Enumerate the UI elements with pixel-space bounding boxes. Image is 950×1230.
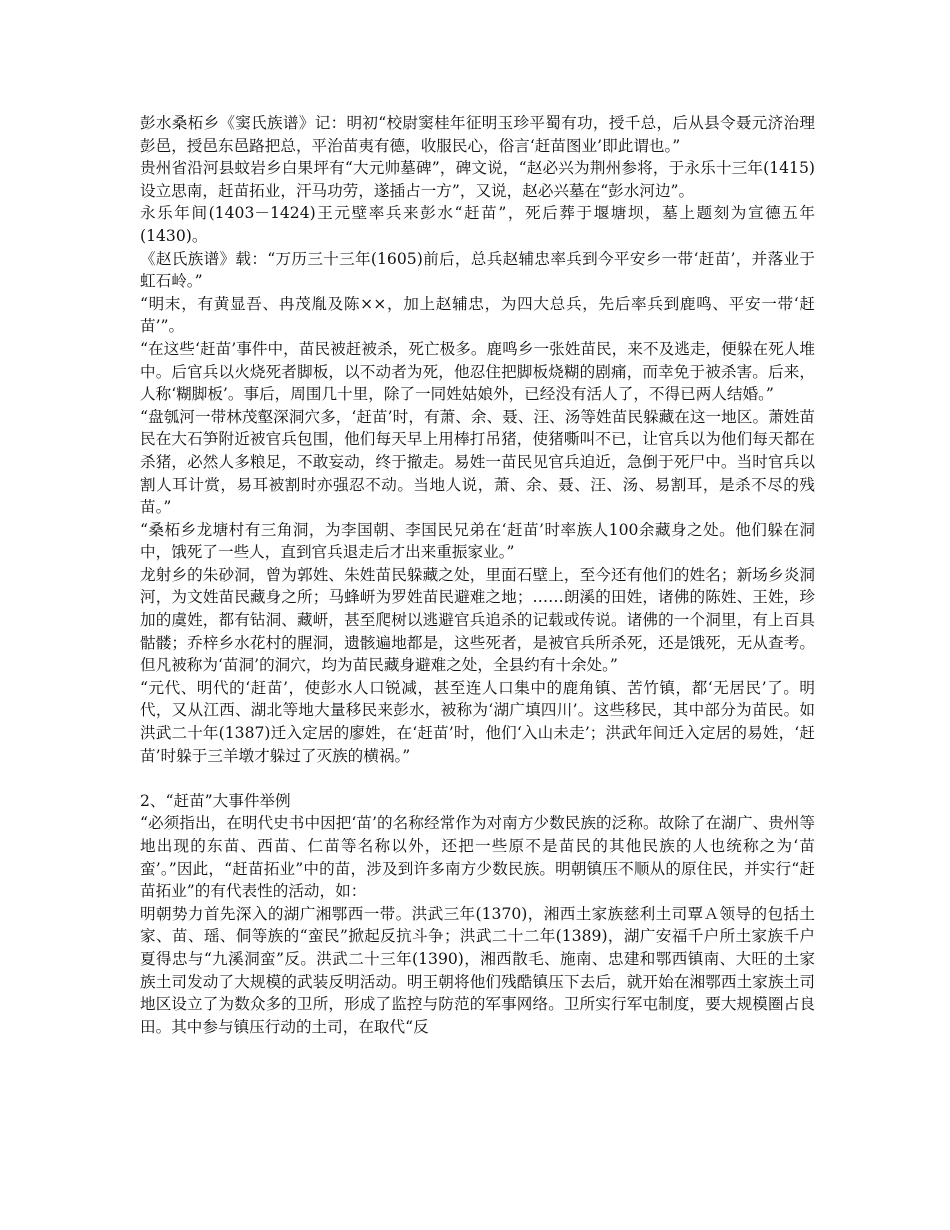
- paragraph-spacer: [140, 767, 815, 790]
- paragraph-miao-caves: 龙射乡的朱砂洞，曾为郭姓、朱姓苗民躲藏之处，里面石壁上，至今还有他们的姓名；新场乡炎洞河，为文姓苗民藏身之所；马蜂岍为罗姓苗民避难之地；……朗溪的田姓，诸佛的陈姓、王姓，珍加的虞姓，都有钻洞、藏岍，甚至爬树以逃避官兵追杀的记载或传说。诸佛的一个洞里，有上百具骷髅；乔梓乡水花村的腥洞，遗骸遍地都是，这些死者，是被官兵所杀死，还是饿死，无从查考。但凡被称为‘苗洞’的洞穴，均为苗民藏身避难之处，全县约有十余处。”: [140, 565, 815, 675]
- paragraph-panhu-river: “盘瓠河一带林茂壑深洞穴多，‘赶苗’时，有萧、余、聂、汪、汤等姓苗民躲藏在这一地区。萧姓苗民在大石笋附近被官兵包围，他们每天早上用棒打吊猪，使猪嘶叫不已，让官兵以为他们每天都在杀猪，必然人多粮足，不敢妄动，终于撤走。易姓一苗民见官兵迫近，急倒于死尸中。当时官兵以割人耳计赏，易耳被割时亦强忍不动。当地人说，萧、余、聂、汪、汤、易割耳，是杀不尽的残苗。”: [140, 407, 815, 517]
- paragraph-zhao-genealogy: 《赵氏族谱》载：“万历三十三年(1605)前后，总兵赵辅忠率兵到今平安乡一带‘赶苗’，并落业于虹石岭。”: [140, 249, 815, 291]
- paragraph-marshal-tombstone: 贵州省沿河县蚊岩乡白果坪有“大元帅墓碑”，碑文说，“赵必兴为荆州参将，于永乐十三年(1415)设立思南，赶苗拓业，汗马功劳，遂插占一方”，又说，赵必兴墓在“彭水河边”。: [140, 159, 815, 200]
- paragraph-four-generals: “明末，有黄显吾、冉茂胤及陈××，加上赵辅忠，为四大总兵，先后率兵到鹿鸣、平安一带‘赶苗’”。: [140, 294, 815, 336]
- section-heading: 2、“赶苗”大事件举例: [140, 791, 291, 810]
- paragraph-wang-yuanbi: 永乐年间(1403－1424)王元壁率兵来彭水“赶苗”，死后葬于堰塘坝，墓上题刻为宣德五年(1430)。: [140, 204, 815, 245]
- paragraph-burnt-feet: “在这些‘赶苗’事件中，苗民被赶被杀，死亡极多。鹿鸣乡一张姓苗民，来不及逃走，便躲在死人堆中。后官兵以火烧死者脚板，以不动者为死，他忍住把脚板烧糊的剧痛，而幸免于被杀害。后来，人称‘糊脚板’。事后，周围几十里，除了一同姓姑娘外，已经没有活人了，不得已两人结婚。”: [140, 339, 815, 404]
- paragraph-triangle-cave: “桑柘乡龙塘村有三角洞，为李国朝、李国民兄弟在‘赶苗’时率族人100余藏身之处。他们躲在洞中，饿死了一些人，直到官兵退走后才出来重振家业。”: [140, 520, 815, 562]
- paragraph-huguang-rebellions: 明朝势力首先深入的湖广湘鄂西一带。洪武三年(1370)，湘西土家族慈利土司覃Ａ领导的包括土家、苗、瑶、侗等族的“蛮民”掀起反抗斗争；洪武二十二年(1389)，湖广安福千户所土家族千户夏得忠与“九溪洞蛮”反。洪武二十三年(1390)，湘西散毛、施南、忠建和鄂西镇南、大旺的土家族土司发动了大规模的武装反明活动。明王朝将他们残酷镇压下去后，就开始在湘鄂西土家族土司地区设立了为数众多的卫所，形成了监控与防范的军事网络。卫所实行军屯制度，要大规模圈占良田。其中参与镇压行动的土司，在取代“反: [140, 904, 815, 1036]
- paragraph-dou-genealogy: 彭水桑柘乡《窦氏族谱》记：明初“校尉窦桂年征明玉珍平蜀有功，授千总，后从县令聂元济治理彭邑，授邑东邑路把总，平治苗夷有德，收服民心，俗言‘赶苗图业’即此谓也。”: [140, 114, 815, 155]
- paragraph-population-decline: “元代、明代的‘赶苗’，使彭水人口锐减，甚至连人口集中的鹿角镇、苦竹镇，都‘无居民’了。明代，又从江西、湖北等地大量移民来彭水，被称为‘湖广填四川’。这些移民，其中部分为苗民。如洪武二十年(1387)迁入定居的廖姓，在‘赶苗’时，他们‘入山未走’；洪武年间迁入定居的易姓，‘赶苗’时躲于三羊墩才躲过了灭族的横祸。”: [140, 678, 815, 765]
- paragraph-miao-term-note: “必须指出，在明代史书中因把‘苗’的名称经常作为对南方少数民族的泛称。故除了在湖广、贵州等地出现的东苗、西苗、仁苗等名称以外，还把一些原不是苗民的其他民族的人也统称之为‘苗蛮’。”因此，“赶苗拓业”中的苗，涉及到许多南方少数民族。明朝镇压不顺从的原住民，并实行“赶苗拓业”的有代表性的活动，如：: [140, 814, 815, 901]
- document-body: [140, 112, 815, 1038]
